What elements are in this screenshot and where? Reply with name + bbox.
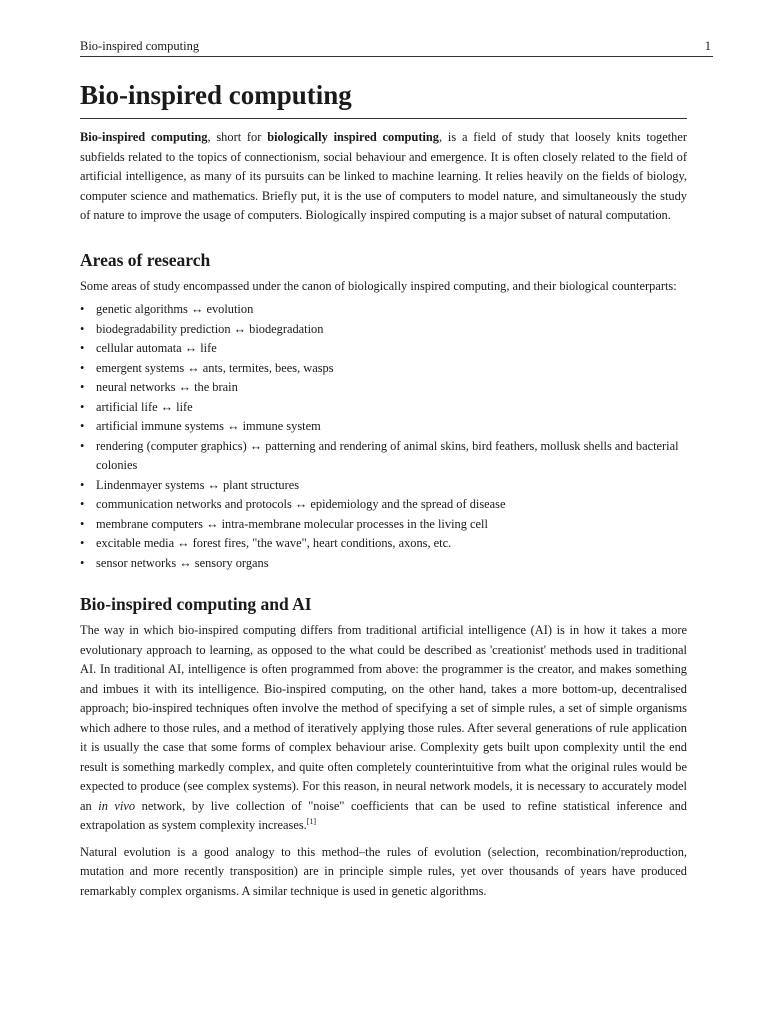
list-item-text: Lindenmayer systems ↔ plant structures xyxy=(96,477,300,492)
bullet: • xyxy=(80,419,85,433)
list-item xyxy=(80,339,687,359)
bullet: • xyxy=(80,497,85,511)
heading-bio-inspired-computing-and-ai: Bio-inspired computing and AI xyxy=(80,594,312,614)
list-item xyxy=(80,378,687,398)
bullet: • xyxy=(80,477,85,492)
list-item xyxy=(80,398,687,418)
list-item xyxy=(80,320,687,340)
bullet: • xyxy=(80,360,85,375)
list-item-text: neural networks ↔ the brain xyxy=(96,380,238,394)
bullet: • xyxy=(80,341,85,355)
list-item-text: artificial immune systems ↔ immune system xyxy=(96,419,321,433)
list-item xyxy=(80,476,687,496)
bullet: • xyxy=(80,380,85,394)
bullet: • xyxy=(80,536,85,550)
areas-intro-paragraph: Some areas of study encompassed under the canon of biologically inspired computing, and their biological counterparts: xyxy=(80,278,677,293)
bullet: • xyxy=(80,516,85,531)
intro-term-bio-inspired: Bio-inspired computing xyxy=(80,130,208,144)
list-item xyxy=(80,417,687,437)
page-number: 1 xyxy=(704,39,711,53)
ai-p1-italic-in-vivo: in vivo xyxy=(98,798,136,813)
article-title: Bio-inspired computing xyxy=(80,78,687,119)
bullet: • xyxy=(80,302,85,316)
bullet: • xyxy=(80,555,85,570)
ai-paragraph-2: Natural evolution is a good analogy to this method–the rules of evolution (selection, recombination/reproduction, mutation and more recently transposition) are in principle simple rules, yet over thousands of years have produced remarkably complex organisms. A similar technique is used in genetic algorithms. xyxy=(80,844,687,898)
list-item-text: genetic algorithms ↔ evolution xyxy=(96,302,254,316)
list-item-text: membrane computers ↔ intra-membrane molecular processes in the living cell xyxy=(96,516,488,531)
list-item-text: excitable media ↔ forest fires, "the wave", heart conditions, axons, etc. xyxy=(96,536,452,550)
ai-p1-text-a: The way in which bio-inspired computing differs from traditional artificial intelligence (AI) is in how it takes a more evolutionary approach to learning, as opposed to the what could be described as 'creationist' methods used in traditional AI. In traditional AI, intelligence is often programmed from above: the programmer is the creator, and makes something and imbues it with its intelligence. Bio-inspired computing, on the other hand, takes a more bottom-up, decentralised approach; bio-inspired techniques often involve the method of specifying a set of simple rules, a set of simple organisms which adhere to those rules, and a method of iteratively applying those rules. After several generations of rule application it is usually the case that some forms of complex behaviour arise. Complexity gets built upon complexity until the end result is something markedly complex, and quite often completely counterintuitive from what the original rules would be expected to produce (see complex systems). For this reason, in neural network models, it is necessary to accurately model an xyxy=(80,623,687,813)
list-item xyxy=(80,437,687,476)
list-item xyxy=(80,534,687,554)
intro-term-biologically-inspired: biologically inspired computing xyxy=(267,130,439,144)
list-item xyxy=(80,300,687,320)
list-item-text: communication networks and protocols ↔ epidemiology and the spread of disease xyxy=(96,497,506,511)
list-item xyxy=(80,359,687,379)
list-item xyxy=(80,495,687,515)
list-item-text: emergent systems ↔ ants, termites, bees, wasps xyxy=(96,360,334,375)
intro-paragraph xyxy=(80,128,687,226)
running-header xyxy=(80,38,713,57)
ai-p1-text-b: network, by live collection of "noise" coefficients that can be used to refine statistical inference and extrapolation as system complexity increases. xyxy=(80,798,687,832)
heading-areas-of-research: Areas of research xyxy=(80,249,211,270)
bullet: • xyxy=(80,321,85,336)
bullet: • xyxy=(80,399,85,414)
list-item xyxy=(80,515,687,535)
article-body xyxy=(80,78,687,901)
intro-text-2: , is a field of study that loosely knits together subfields related to the topics of connectionism, social behaviour and emergence. It is often closely related to the field of artificial intelligence, as many of its pursuits can be linked to machine learning. It relies heavily on the fields of biology, computer science and mathematics. Briefly put, it is the use of computers to model nature, and simultaneously the study of nature to improve the usage of computers. Biologically inspired computing is a major subset of natural computation. xyxy=(80,130,687,222)
ai-paragraph-1 xyxy=(80,621,687,836)
list-item xyxy=(80,554,687,574)
intro-text-1: , short for xyxy=(207,130,268,144)
list-item-text: sensor networks ↔ sensory organs xyxy=(96,555,269,570)
list-item-text: cellular automata ↔ life xyxy=(96,341,217,355)
list-item-text: biodegradability prediction ↔ biodegradation xyxy=(96,321,324,336)
areas-list xyxy=(80,300,687,573)
citation-ref-1[interactable]: [1] xyxy=(306,816,317,826)
running-title: Bio-inspired computing xyxy=(80,39,200,53)
list-item-text: rendering (computer graphics) ↔ patterning and rendering of animal skins, bird feathers, mollusk shells and bacterial colonies xyxy=(96,438,679,472)
list-item-text: artificial life ↔ life xyxy=(96,399,193,414)
bullet: • xyxy=(80,438,85,453)
